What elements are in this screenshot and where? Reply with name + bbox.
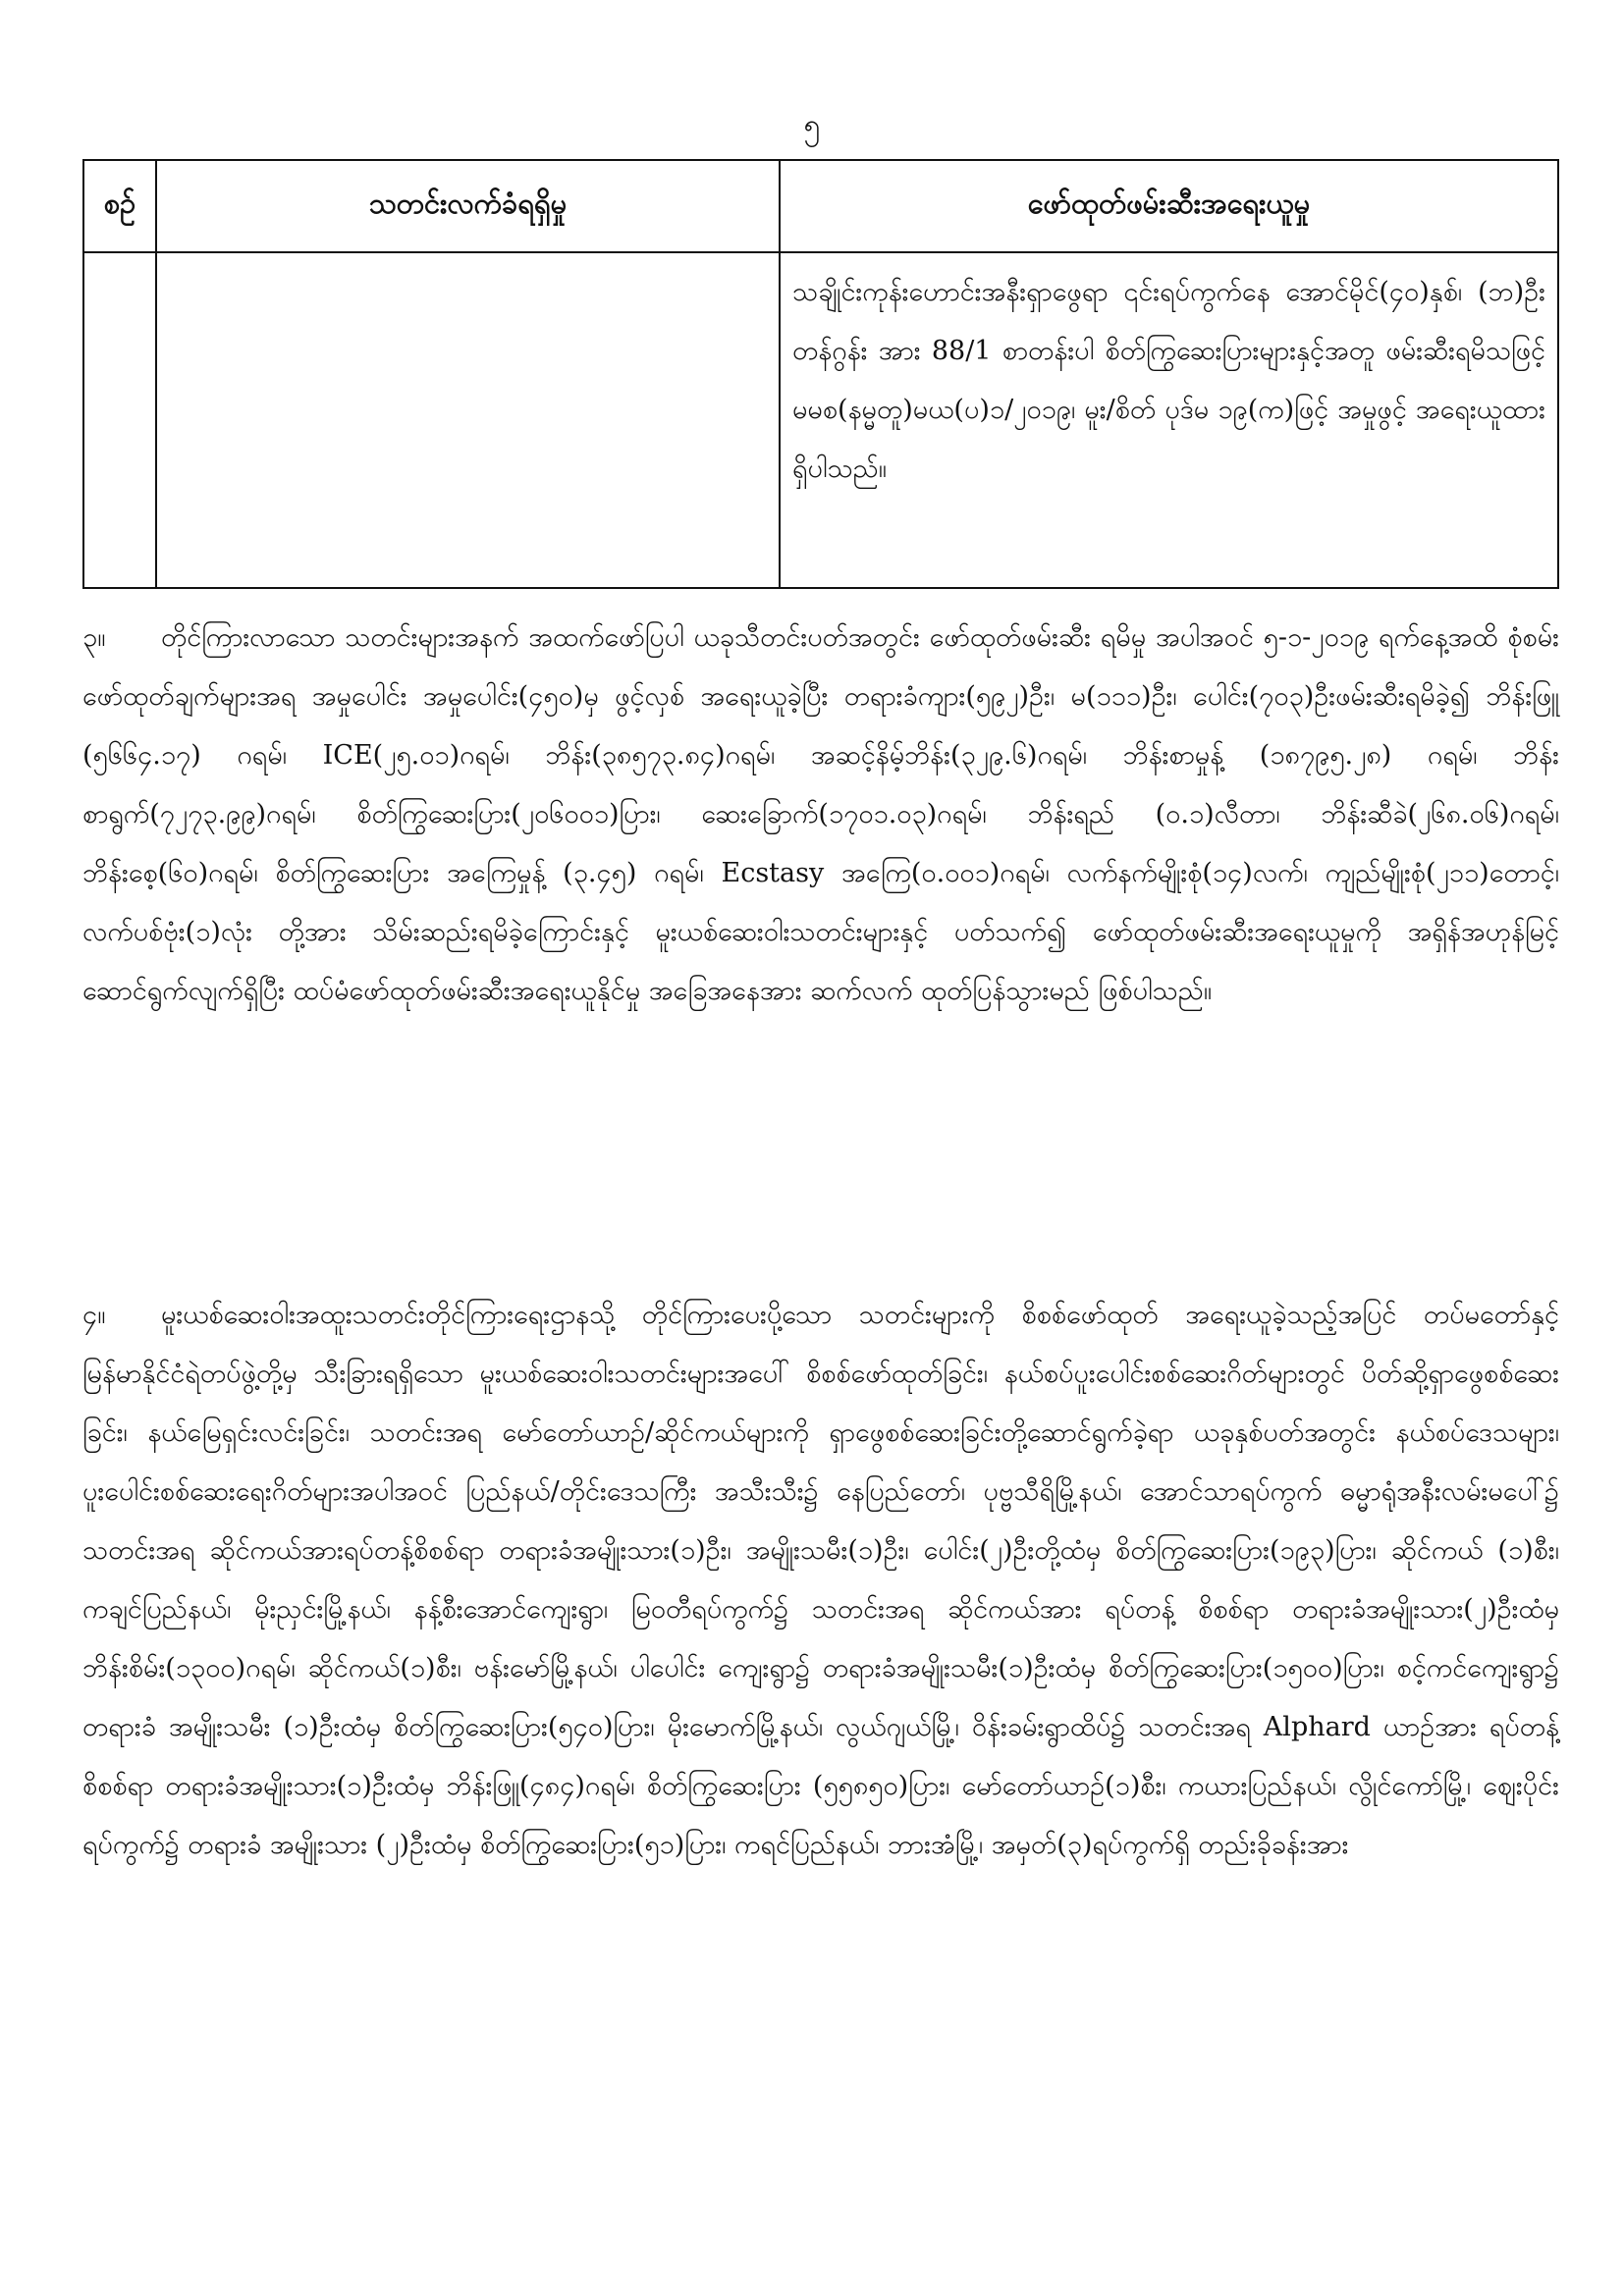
paragraph-4: [82, 1286, 1559, 1875]
paragraph-number: ၃။: [82, 622, 106, 653]
table-header-row: [83, 160, 1558, 252]
header-serial-no: စဉ်: [83, 160, 156, 252]
header-action-taken: ဖော်ထုတ်ဖမ်းဆီးအရေးယူမှု: [780, 160, 1558, 252]
page-number: ၅: [803, 108, 821, 142]
table-row: [83, 252, 1558, 588]
paragraph-text: တိုင်ကြားလာသော သတင်းများအနက် အထက်ဖော်ပြပါ ယခုသီတင်းပတ်အတွင်း ဖော်ထုတ်ဖမ်းဆီး ရမိမှု အပါအဝင် ၅-၁-၂၀၁၉ ရက်နေ့အထိ စုံစမ်းဖော်ထုတ်ချက်များအရ အမှုပေါင်း အမှုပေါင်း(၄၅၀)မှ ဖွင့်လှစ် အရေးယူခဲ့ပြီး တရားခံကျား(၅၉၂)ဦး၊ မ(၁၁၁)ဦး၊ ပေါင်း(၇၀၃)ဦးဖမ်းဆီးရမိခဲ့၍ ဘိန်းဖြူ (၅၆၆၄.၁၇) ဂရမ်၊ ICE(၂၅.၀၁)ဂရမ်၊ ဘိန်း(၃၈၅၇၃.၈၄)ဂရမ်၊ အဆင့်နိမ့်ဘိန်း(၃၂၉.၆)ဂရမ်၊ ဘိန်းစာမှုန့် (၁၈၇၉၅.၂၈) ဂရမ်၊ ဘိန်းစာရွက်(၇၂၇၃.၉၉)ဂရမ်၊ စိတ်ကြွဆေးပြား(၂၀၆၀၀၁)ပြား၊ ဆေးခြောက်(၁၇၀၁.၀၃)ဂရမ်၊ ဘိန်းရည် (၀.၁)လီတာ၊ ဘိန်းဆီခဲ(၂၆၈.၀၆)ဂရမ်၊ ဘိန်းစေ့(၆၀)ဂရမ်၊ စိတ်ကြွဆေးပြား အကြေမှုန့် (၃.၄၅) ဂရမ်၊ Ecstasy အကြေ(၀.၀၀၁)ဂရမ်၊ လက်နက်မျိုးစုံ(၁၄)လက်၊ ကျည်မျိုးစုံ(၂၁၁)တောင့်၊ လက်ပစ်ဗုံး(၁)လုံး တို့အား သိမ်းဆည်းရမိခဲ့ကြောင်းနှင့် မူးယစ်ဆေးဝါးသတင်းများနှင့် ပတ်သက်၍ ဖော်ထုတ်ဖမ်းဆီးအရေးယူမှုကို အရှိန်အဟုန်မြင့် ဆောင်ရွက်လျက်ရှိပြီး ထပ်မံဖော်ထုတ်ဖမ်းဆီးအရေးယူနိုင်မှု အခြေအနေအား ဆက်လက် ထုတ်ပြန်သွားမည် ဖြစ်ပါသည်။: [82, 622, 1559, 1006]
cell-info-received: [156, 252, 780, 588]
header-info-received: သတင်းလက်ခံရရှိမှု: [156, 160, 780, 252]
report-table: [82, 159, 1559, 589]
cell-serial-no: [83, 252, 156, 588]
action-text: သချိုင်းကုန်းဟောင်းအနီးရှာဖွေရာ ၎င်းရပ်ကွက်နေ အောင်မိုင်(၄၀)နှစ်၊ (ဘ)ဦးတန်ဂွန်း အား 88/1 စာတန်းပါ စိတ်ကြွဆေးပြားများနှင့်အတူ ဖမ်းဆီးရမိသဖြင့် မမစ(နမ္မတူ)မယ(ပ)၁/၂၀၁၉၊ မူး/စိတ် ပုဒ်မ ၁၉(က)ဖြင့် အမှုဖွင့် အရေးယူထားရှိပါသည်။: [792, 277, 1545, 484]
paragraph-number: ၄။: [82, 1300, 106, 1330]
paragraph-3: [82, 609, 1559, 1021]
cell-action-taken: [780, 252, 1558, 588]
paragraph-text: မူးယစ်ဆေးဝါးအထူးသတင်းတိုင်ကြားရေးဌာနသို့ တိုင်ကြားပေးပို့သော သတင်းများကို စိစစ်ဖော်ထုတ် အရေးယူခဲ့သည့်အပြင် တပ်မတော်နှင့် မြန်မာနိုင်ငံရဲတပ်ဖွဲ့တို့မှ သီးခြားရရှိသော မူးယစ်ဆေးဝါးသတင်းများအပေါ် စိစစ်ဖော်ထုတ်ခြင်း၊ နယ်စပ်ပူးပေါင်းစစ်ဆေးဂိတ်များတွင် ပိတ်ဆို့ရှာဖွေစစ်ဆေးခြင်း၊ နယ်မြေရှင်းလင်းခြင်း၊ သတင်းအရ မော်တော်ယာဉ်/ဆိုင်ကယ်များကို ရှာဖွေစစ်ဆေးခြင်းတို့ဆောင်ရွက်ခဲ့ရာ ယခုနှစ်ပတ်အတွင်း နယ်စပ်ဒေသများ၊ ပူးပေါင်းစစ်ဆေးရေးဂိတ်များအပါအဝင် ပြည်နယ်/တိုင်းဒေသကြီး အသီးသီး၌ နေပြည်တော်၊ ပုဗ္ဗသီရိမြို့နယ်၊ အောင်သာရပ်ကွက် ဓမ္မာရုံအနီးလမ်းမပေါ်၌ သတင်းအရ ဆိုင်ကယ်အားရပ်တန့်စိစစ်ရာ တရားခံအမျိုးသား(၁)ဦး၊ အမျိုးသမီး(၁)ဦး၊ ပေါင်း(၂)ဦးတို့ထံမှ စိတ်ကြွဆေးပြား(၁၉၃)ပြား၊ ဆိုင်ကယ် (၁)စီး၊ ကချင်ပြည်နယ်၊ မိုးညှင်းမြို့နယ်၊ နန့်စီးအောင်ကျေးရွာ၊ မြဝတီရပ်ကွက်၌ သတင်းအရ ဆိုင်ကယ်အား ရပ်တန့် စိစစ်ရာ တရားခံအမျိုးသား(၂)ဦးထံမှ ဘိန်းစိမ်း(၁၃၀၀)ဂရမ်၊ ဆိုင်ကယ်(၁)စီး၊ ဗန်းမော်မြို့နယ်၊ ပါပေါင်း ကျေးရွာ၌ တရားခံအမျိုးသမီး(၁)ဦးထံမှ စိတ်ကြွဆေးပြား(၁၅၀၀)ပြား၊ စင့်ကင်ကျေးရွာ၌ တရားခံ အမျိုးသမီး (၁)ဦးထံမှ စိတ်ကြွဆေးပြား(၅၄၀)ပြား၊ မိုးမောက်မြို့နယ်၊ လွယ်ဂျယ်မြို့၊ ဝိန်းခမ်းရွာထိပ်၌ သတင်းအရ Alphard ယာဉ်အား ရပ်တန့်စိစစ်ရာ တရားခံအမျိုးသား(၁)ဦးထံမှ ဘိန်းဖြူ(၄၈၄)ဂရမ်၊ စိတ်ကြွဆေးပြား (၅၅၈၅၀)ပြား၊ မော်တော်ယာဉ်(၁)စီး၊ ကယားပြည်နယ်၊ လွိုင်ကော်မြို့၊ ဈေးပိုင်းရပ်ကွက်၌ တရားခံ အမျိုးသား (၂)ဦးထံမှ စိတ်ကြွဆေးပြား(၅၁)ပြား၊ ကရင်ပြည်နယ်၊ ဘားအံမြို့၊ အမှတ်(၃)ရပ်ကွက်ရှိ တည်းခိုခန်းအား: [82, 1300, 1559, 1860]
